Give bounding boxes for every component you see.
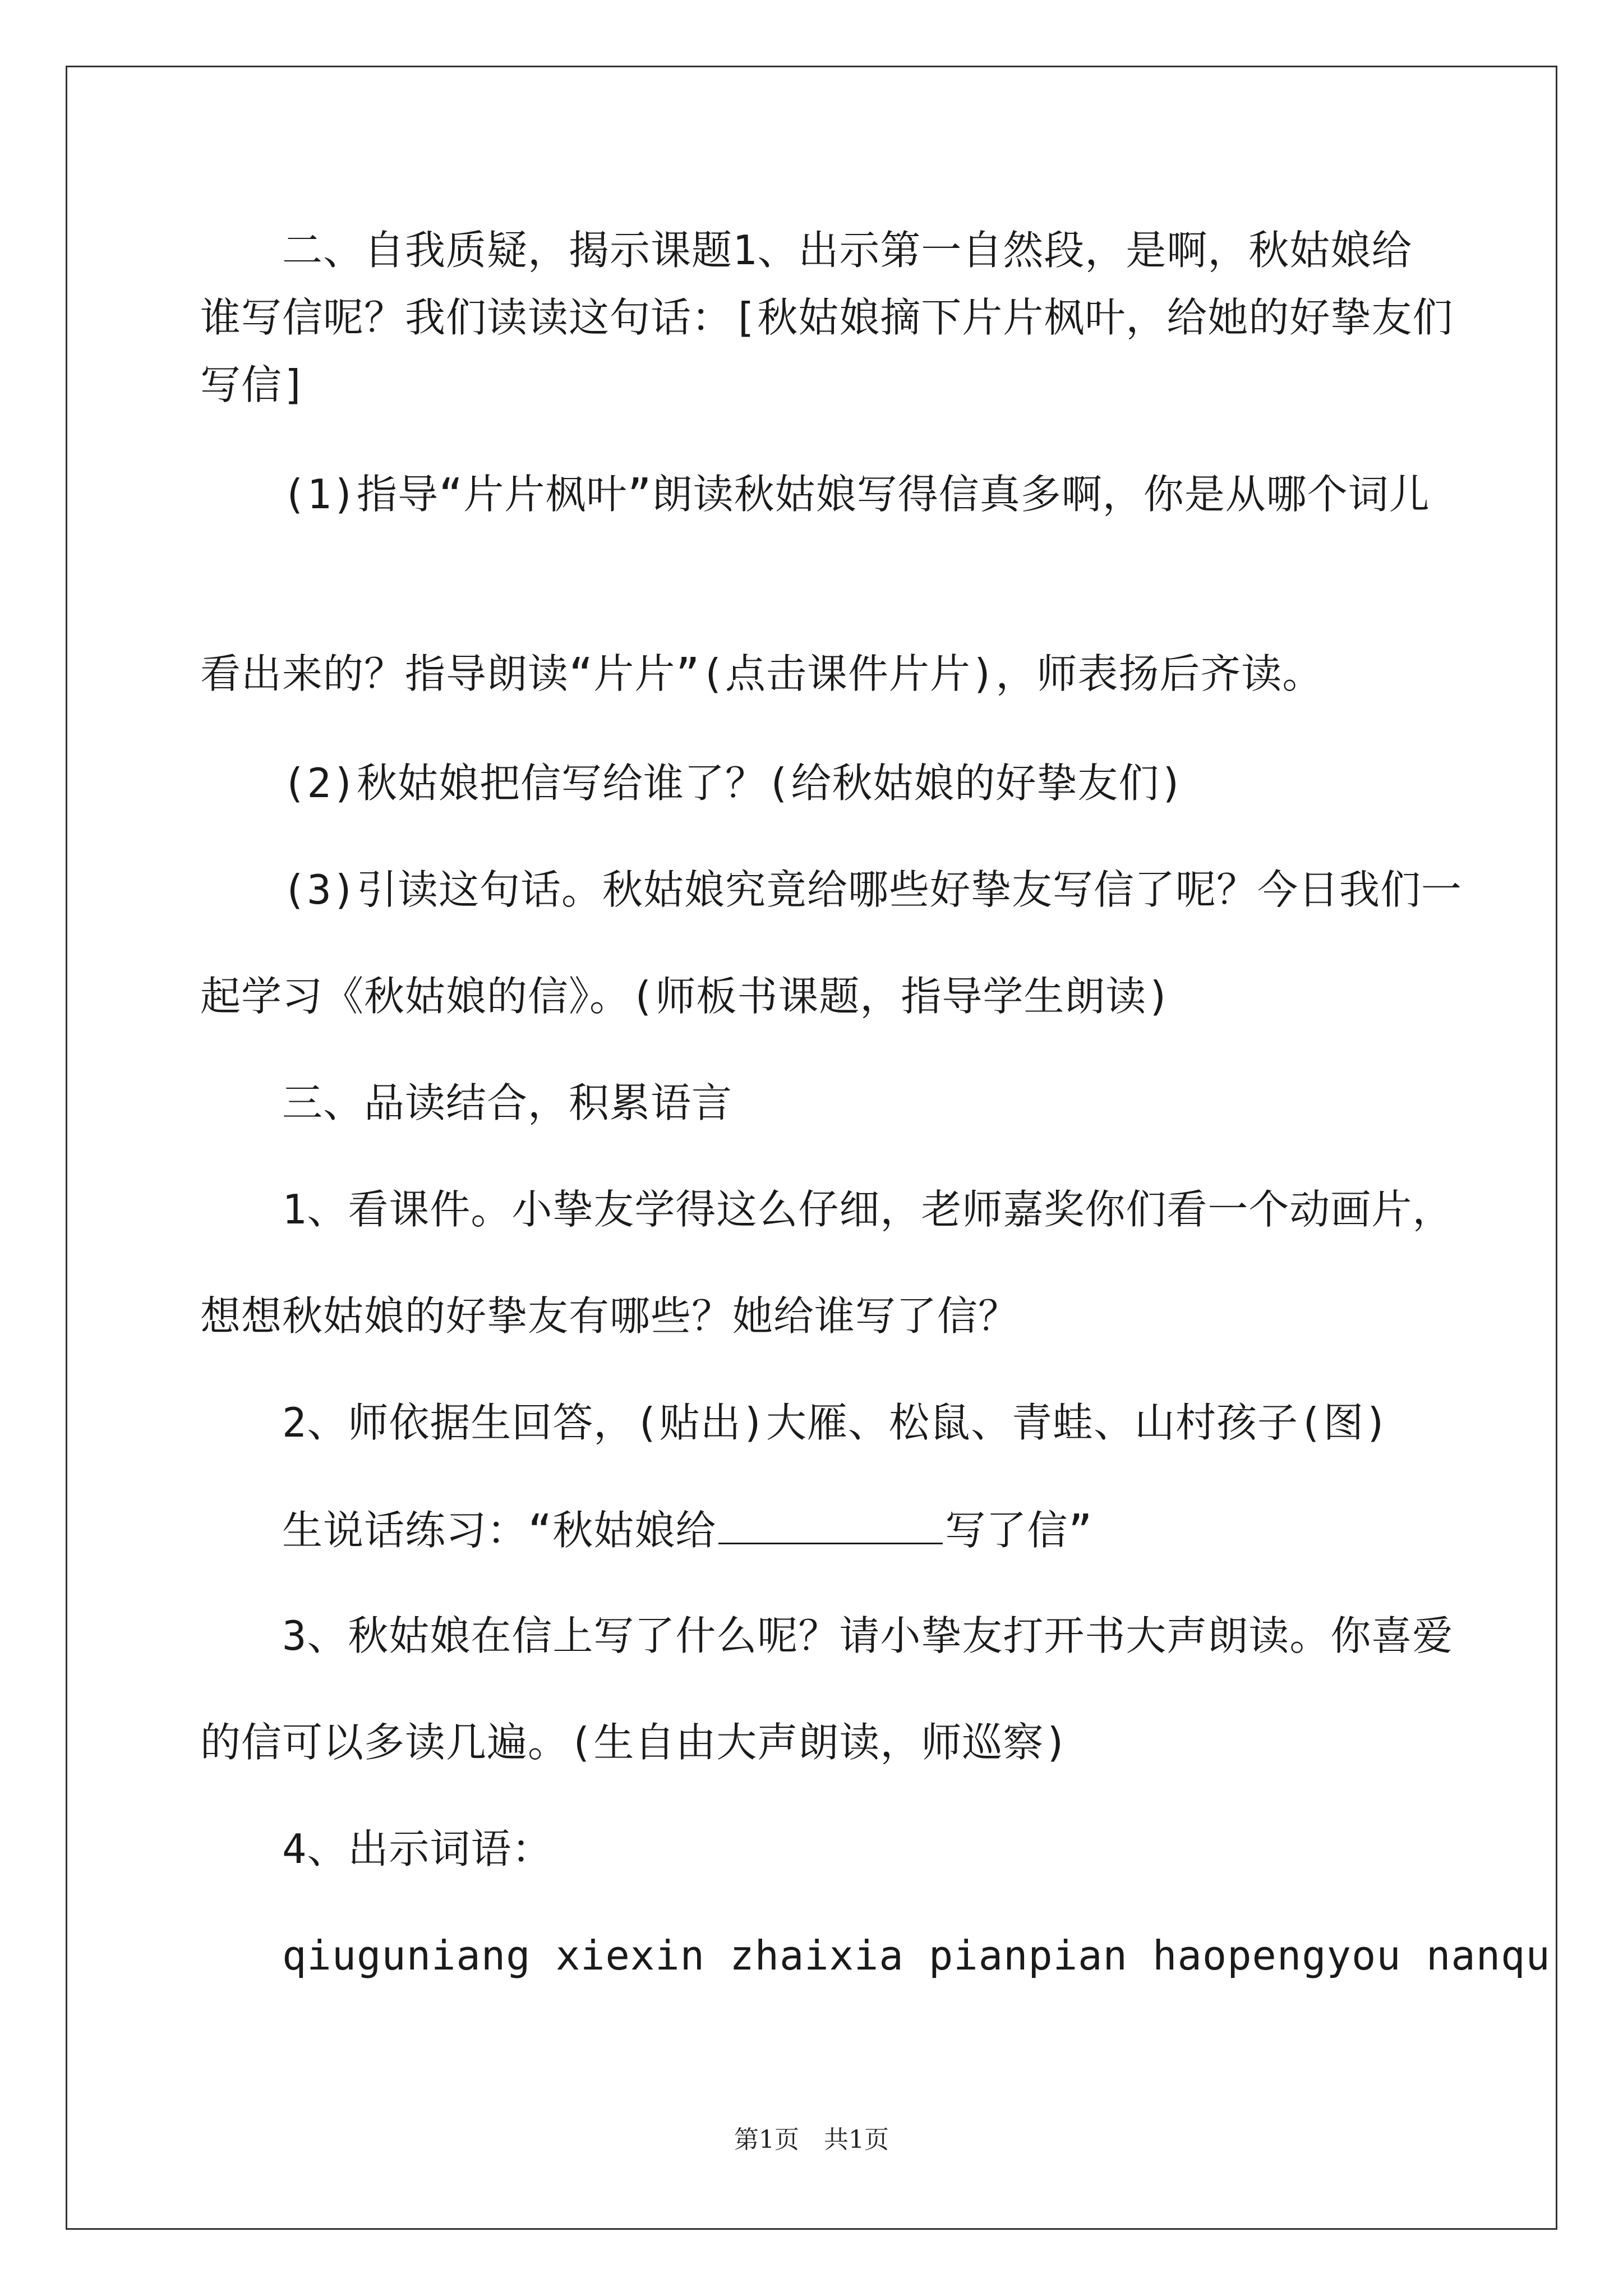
paragraph-line: 二、自我质疑，揭示课题1、出示第一自然段，是啊，秋姑娘给 [282,227,1413,274]
pinyin-line: qiuguniang xiexin zhaixia pianpian haopengyou nanqu [282,1932,1551,1979]
paragraph-line: (2)秋姑娘把信写给谁了？(给秋姑娘的好挚友们) [282,760,1184,807]
paragraph-line: 1、看课件。小挚友学得这么仔细，老师嘉奖你们看一个动画片， [282,1186,1454,1233]
paragraph-line: 谁写信呢？我们读读这句话：[秋姑娘摘下片片枫叶，给她的好挚友们 [200,294,1454,341]
paragraph-line: 看出来的？指导朗读“片片”(点击课件片片)，师表扬后齐读。 [200,650,1324,697]
paragraph-line: (1)指导“片片枫叶”朗读秋姑娘写得信真多啊，你是从哪个词儿 [282,471,1430,518]
blank-underline [718,1509,943,1544]
paragraph-line: 的信可以多读几遍。(生自由大声朗读，师巡察) [200,1719,1069,1766]
fill-blank-prefix: 生说话练习：“秋姑娘给 [282,1507,717,1554]
paragraph-line: 起学习《秋姑娘的信》。(师板书课题，指导学生朗读) [200,973,1172,1020]
section-heading: 三、品读结合，积累语言 [282,1079,733,1126]
fill-blank-line [282,1507,1093,1554]
fill-blank-suffix: 写了信” [945,1507,1093,1554]
paragraph-line: 写信] [200,361,307,408]
paragraph-line: 4、出示词语： [282,1825,553,1872]
paragraph-line: 3、秋姑娘在信上写了什么呢？请小挚友打开书大声朗读。你喜爱 [282,1612,1454,1659]
paragraph-line: 2、师依据生回答，(贴出)大雁、松鼠、青蛙、山村孩子(图) [282,1399,1389,1446]
paragraph-line: (3)引读这句话。秋姑娘究竟给哪些好挚友写信了呢？今日我们一 [282,866,1463,913]
page-footer: 第1页 共1页 [734,2125,889,2154]
paragraph-line: 想想秋姑娘的好挚友有哪些？她给谁写了信？ [200,1292,1020,1340]
